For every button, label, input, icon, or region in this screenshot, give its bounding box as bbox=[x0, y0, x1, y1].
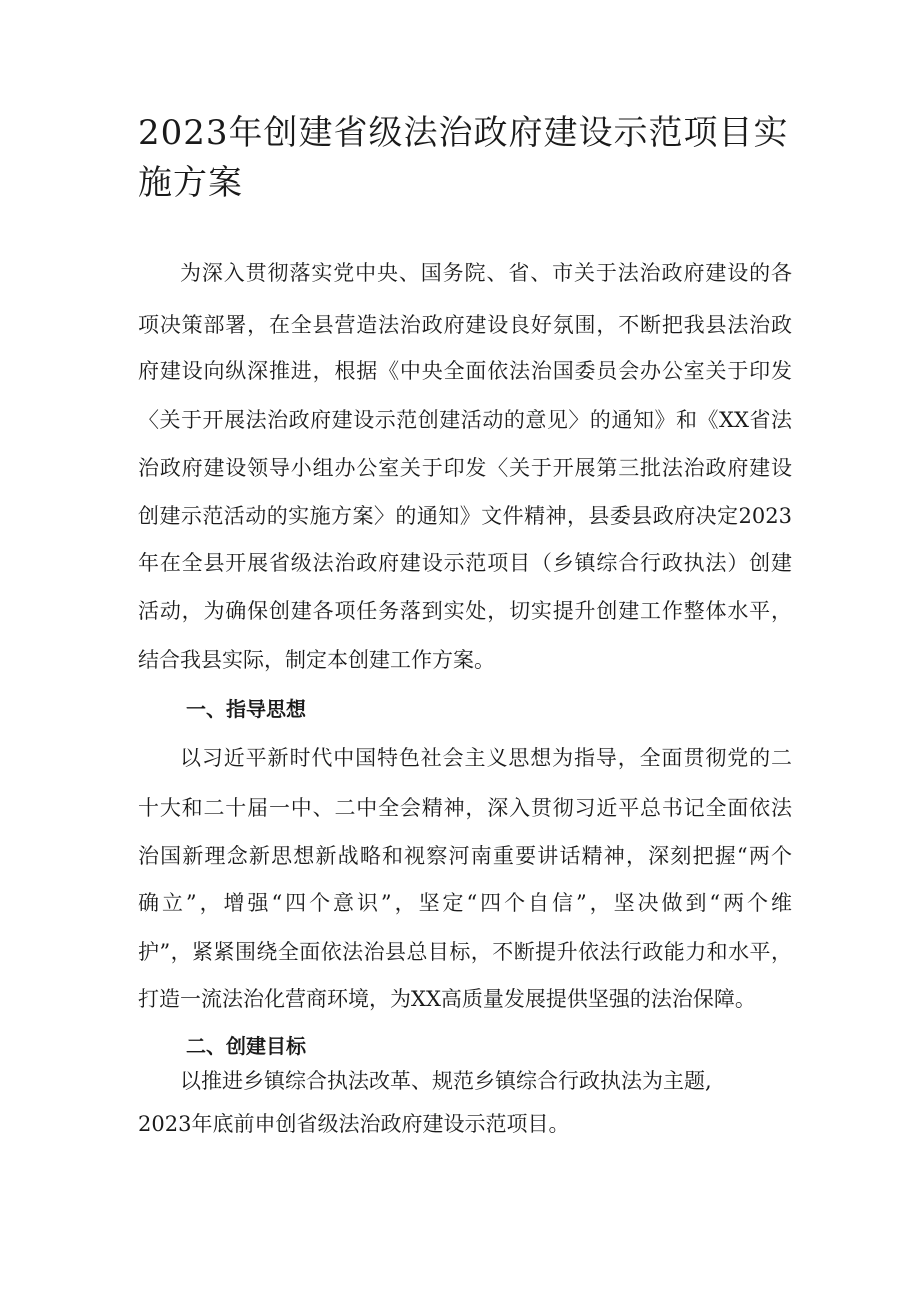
section2-line-2: 2023年底前申创省级法治政府建设示范项目。 bbox=[138, 1112, 570, 1136]
intro-line-7: 年在全县开展省级法治政府建设示范项目（乡镇综合行政执法）创建 bbox=[138, 551, 792, 575]
section1-line-6: 打造一流法治化营商环境，为XX高质量发展提供坚强的法治保障。 bbox=[138, 987, 756, 1011]
intro-line-4: 〈关于开展法治政府建设示范创建活动的意见〉的通知》和《XX省法 bbox=[138, 408, 792, 432]
section1-heading: 一、指导思想 bbox=[186, 697, 306, 721]
section1-line-3: 治国新理念新思想新战略和视察河南重要讲话精神，深刻把握“两个 bbox=[138, 844, 792, 868]
section1-line-2: 十大和二十届一中、二中全会精神，深入贯彻习近平总书记全面依法 bbox=[138, 796, 792, 820]
intro-line-3: 府建设向纵深推进，根据《中央全面依法治国委员会办公室关于印发 bbox=[138, 359, 792, 383]
document-title bbox=[138, 108, 798, 208]
intro-line-1: 为深入贯彻落实党中央、国务院、省、市关于法治政府建设的各 bbox=[180, 261, 792, 285]
intro-line-9: 结合我县实际，制定本创建工作方案。 bbox=[138, 648, 495, 672]
intro-line-5: 治政府建设领导小组办公室关于印发〈关于开展第三批法治政府建设 bbox=[138, 456, 792, 480]
intro-line-6: 创建示范活动的实施方案〉的通知》文件精神，县委县政府决定2023 bbox=[138, 504, 792, 528]
section1-line-1: 以习近平新时代中国特色社会主义思想为指导，全面贯彻党的二 bbox=[180, 746, 792, 770]
section2-heading: 二、创建目标 bbox=[186, 1034, 306, 1058]
section1-line-5: 护”，紧紧围绕全面依法治县总目标，不断提升依法行政能力和水平， bbox=[138, 940, 792, 964]
title-line-1: 2023年创建省级法治政府建设示范项目实 bbox=[138, 113, 789, 153]
intro-line-2: 项决策部署，在全县营造法治政府建设良好氛围，不断把我县法治政 bbox=[138, 313, 792, 337]
title-line-2: 施方案 bbox=[138, 163, 243, 203]
section2-line-1: 以推进乡镇综合执法改革、规范乡镇综合行政执法为主题, bbox=[180, 1069, 712, 1093]
section1-line-4: 确立”，增强“四个意识”，坚定“四个自信”，坚决做到“两个维 bbox=[138, 891, 792, 915]
intro-line-8: 活动，为确保创建各项任务落到实处，切实提升创建工作整体水平， bbox=[138, 599, 792, 623]
